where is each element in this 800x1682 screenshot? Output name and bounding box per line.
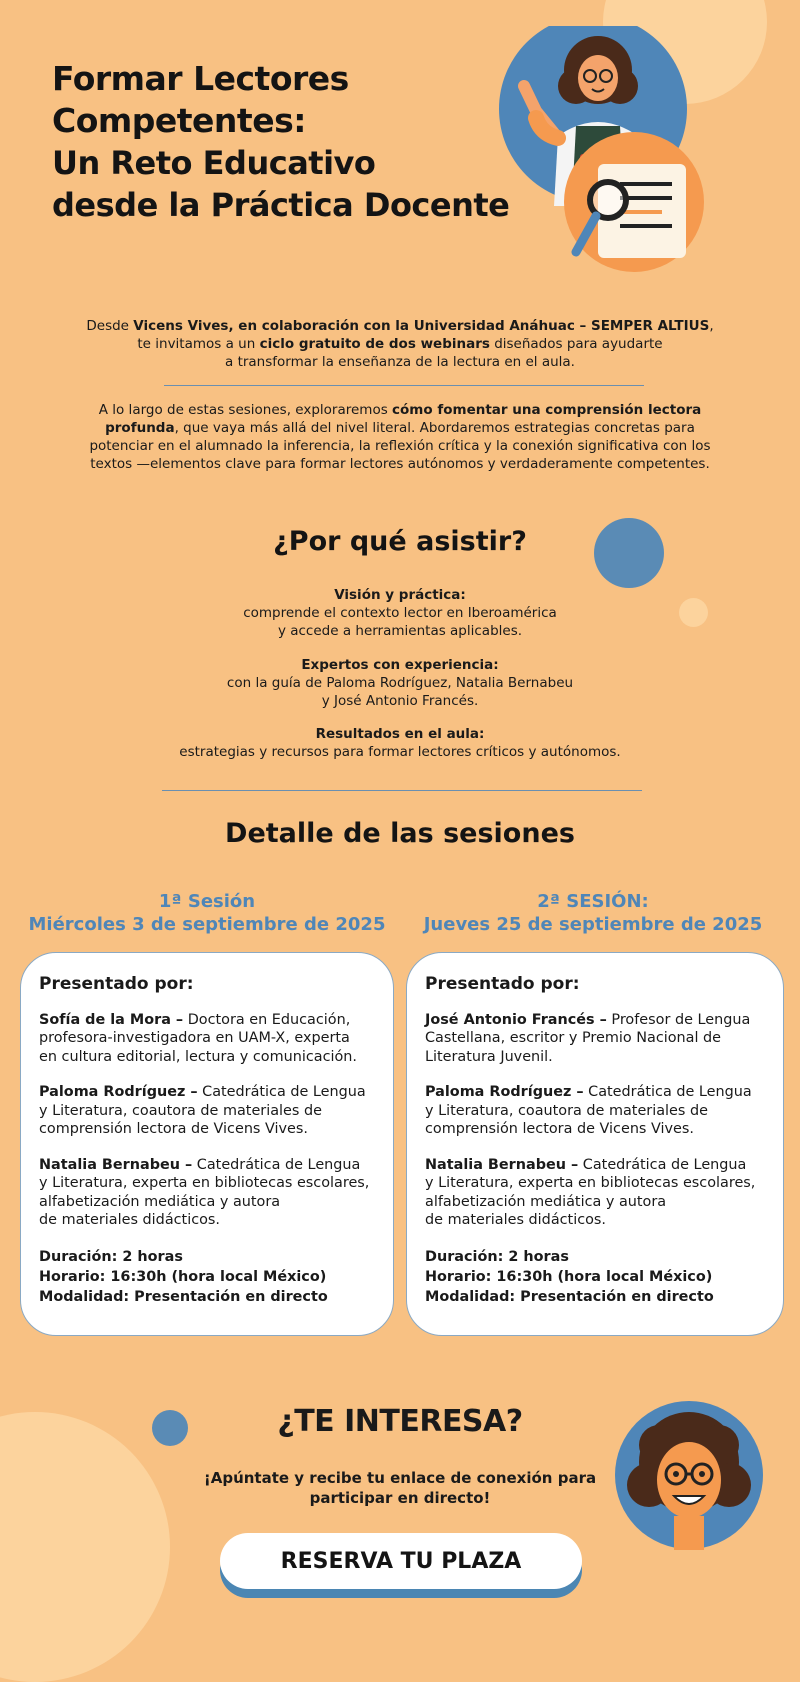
session-mode: Modalidad: Presentación en directo [39, 1288, 328, 1305]
presenter-bio: y Literatura, coautora de materiales de [39, 1102, 322, 1119]
session-1-heading [20, 890, 394, 936]
title-line-4: desde la Práctica Docente [52, 186, 510, 224]
presenter-name: Paloma Rodríguez – [39, 1084, 198, 1100]
description-paragraph [0, 401, 800, 473]
description-text: A lo largo de estas sesiones, exploraremos [98, 402, 393, 418]
session-mode: Modalidad: Presentación en directo [425, 1288, 714, 1305]
description-text: potenciar en el alumnado la inferencia, la reflexión crítica y la conexión significativa con los [89, 438, 711, 454]
description-text: , que vaya más allá del nivel literal. Abordaremos estrategias concretas para [174, 420, 695, 436]
divider-2 [162, 790, 642, 791]
intro-text: Desde [86, 318, 134, 334]
why-item-head: Expertos con experiencia: [301, 657, 499, 673]
sessions-title: Detalle de las sesiones [225, 818, 575, 849]
why-item-text: y José Antonio Francés. [321, 693, 479, 709]
presenter [39, 1083, 375, 1139]
presenter [39, 1156, 375, 1230]
intro-text: a transformar la enseñanza de la lectura en el aula. [225, 354, 575, 370]
presenter-bio: y Literatura, experta en bibliotecas escolares, [39, 1175, 370, 1191]
intro-text: diseñados para ayudarte [489, 336, 663, 352]
avatar-illustration [614, 1400, 764, 1550]
presenter-bio: alfabetización mediática y autora [425, 1193, 667, 1210]
presenter-bio: comprensión lectora de Vicens Vives. [425, 1121, 694, 1137]
presenter-bio: alfabetización mediática y autora [39, 1193, 281, 1210]
presenter-bio: de materiales didácticos. [39, 1212, 220, 1228]
session-1-label: 1ª Sesión [158, 891, 256, 912]
presented-by-label: Presentado por: [425, 974, 580, 994]
presenter-bio: comprensión lectora de Vicens Vives. [39, 1121, 308, 1137]
presenter-bio: y Literatura, coautora de materiales de [425, 1102, 708, 1119]
presenter-bio: Catedrática de Lengua [197, 1084, 366, 1100]
presented-by-label: Presentado por: [39, 974, 194, 994]
why-item [0, 656, 800, 710]
presenter-name: Natalia Bernabeu – [39, 1156, 193, 1173]
presenter [39, 1011, 375, 1067]
cta-subtitle-line: participar en directo! [309, 1489, 491, 1507]
session-2-date: Jueves 25 de septiembre de 2025 [423, 914, 763, 935]
intro-text: te invitamos a un [137, 336, 260, 352]
presenter-name: Paloma Rodríguez – [425, 1084, 584, 1100]
teacher-illustration [496, 26, 722, 288]
decor-circle-bottom-left [0, 1412, 170, 1682]
intro-paragraph [0, 317, 800, 371]
intro-text: , [709, 318, 714, 334]
presenter-bio: Catedrática de Lengua [192, 1156, 361, 1173]
why-title: ¿Por qué asistir? [273, 526, 527, 557]
presenter-bio: Literatura Juvenil. [425, 1048, 553, 1065]
intro-bold-cycle: ciclo gratuito de dos webinars [259, 336, 490, 352]
presenter-bio: profesora-investigadora en UAM-X, experta [39, 1030, 350, 1046]
presenter-bio: Castellana, escritor y Premio Nacional de [425, 1030, 722, 1046]
description-text: textos —elementos clave para formar lectores autónomos y verdaderamente competentes. [90, 456, 710, 472]
reserve-button[interactable]: RESERVA TU PLAZA [220, 1533, 582, 1589]
session-1-date: Miércoles 3 de septiembre de 2025 [28, 914, 386, 935]
session-schedule: Horario: 16:30h (hora local México) [39, 1268, 327, 1285]
presenter-bio: Catedrática de Lengua [583, 1084, 752, 1100]
title-line-2: Competentes: [52, 101, 306, 140]
presenter-bio: Profesor de Lengua [606, 1011, 751, 1028]
divider-1 [164, 385, 644, 386]
page-title [52, 58, 512, 226]
title-line-1: Formar Lectores [52, 59, 349, 98]
session-duration: Duración: 2 horas [39, 1248, 183, 1265]
presenter-bio: en cultura editorial, lectura y comunicación. [39, 1048, 358, 1065]
why-item-head: Resultados en el aula: [315, 726, 485, 742]
presenter-name: José Antonio Francés – [425, 1011, 607, 1028]
why-item [0, 586, 800, 640]
presenter-bio: Doctora en Educación, [183, 1011, 351, 1028]
why-item-text: y accede a herramientas aplicables. [277, 623, 523, 639]
why-item-head: Visión y práctica: [334, 587, 466, 603]
presenter-bio: de materiales didácticos. [425, 1212, 606, 1228]
presenter [425, 1011, 765, 1067]
cta-title: ¿TE INTERESA? [277, 1404, 523, 1439]
why-item [0, 725, 800, 761]
session-duration: Duración: 2 horas [425, 1248, 569, 1265]
description-bold: cómo fomentar una comprensión lectora [392, 402, 702, 418]
why-item-text: comprende el contexto lector en Iberoamérica [243, 605, 557, 621]
session-schedule: Horario: 16:30h (hora local México) [425, 1268, 713, 1285]
why-item-text: estrategias y recursos para formar lectores críticos y autónomos. [179, 744, 621, 760]
why-item-text: con la guía de Paloma Rodríguez, Natalia Bernabeu [226, 675, 574, 691]
session-2-label: 2ª SESIÓN: [537, 891, 649, 912]
session-2-heading [406, 890, 780, 936]
presenter-name: Sofía de la Mora – [39, 1011, 184, 1028]
cta-subtitle-line: ¡Apúntate y recibe tu enlace de conexión para [203, 1469, 597, 1487]
description-bold: profunda [105, 420, 175, 436]
presenter [425, 1156, 765, 1230]
intro-bold-partners: Vicens Vives, en colaboración con la Universidad Anáhuac – SEMPER ALTIUS [133, 318, 710, 334]
presenter-name: Natalia Bernabeu – [425, 1156, 579, 1173]
presenter [425, 1083, 765, 1139]
session-2-card [406, 952, 784, 1336]
presenter-bio: Catedrática de Lengua [578, 1156, 747, 1173]
title-line-3: Un Reto Educativo [52, 144, 376, 182]
session-1-card [20, 952, 394, 1336]
presenter-bio: y Literatura, experta en bibliotecas escolares, [425, 1175, 756, 1191]
